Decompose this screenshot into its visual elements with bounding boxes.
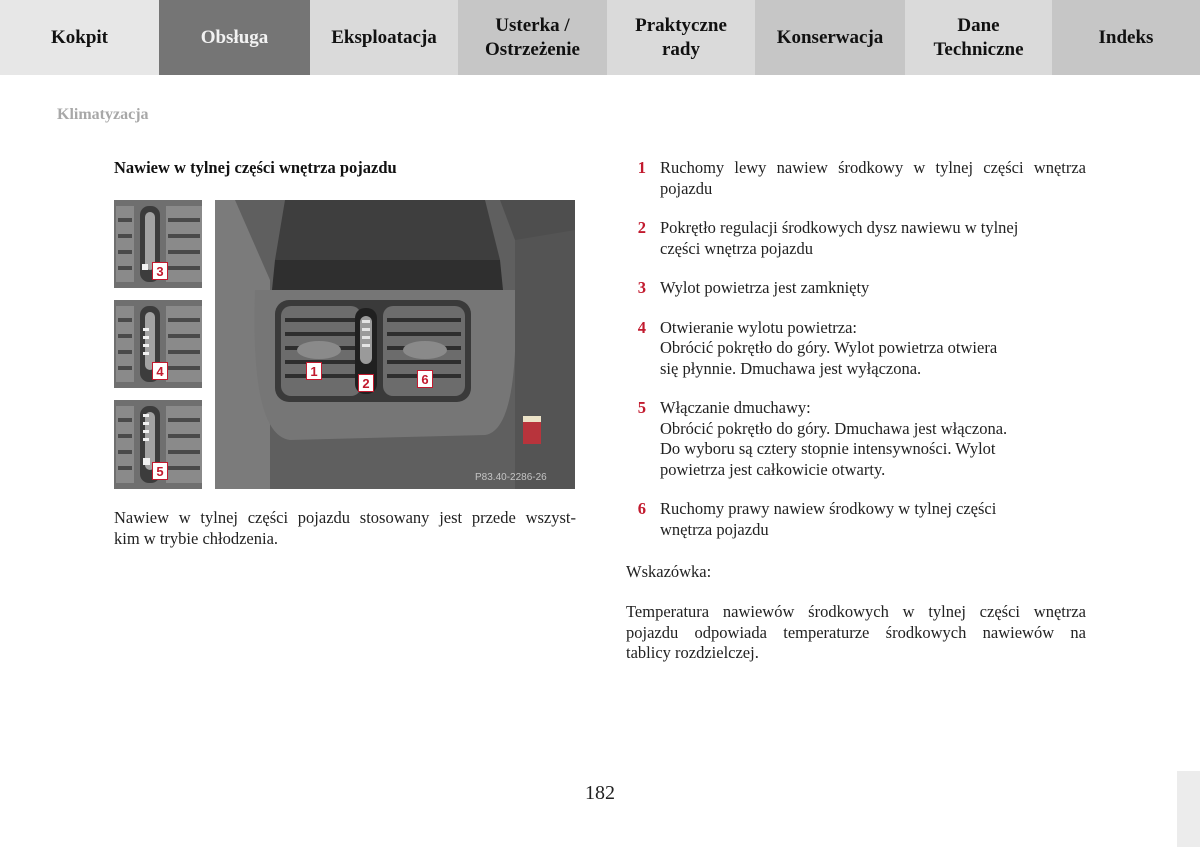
- tab-label: Kokpit: [50, 26, 109, 48]
- callout-6: 6: [421, 372, 429, 387]
- legend-item: [626, 318, 1086, 380]
- legend-line: powietrza jest całkowicie otwarty.: [660, 459, 886, 479]
- legend-line: Wylot powietrza jest zamknięty: [660, 278, 870, 297]
- callout-2-box: [358, 374, 374, 392]
- tab-usterka-ostrzezenie[interactable]: [458, 0, 607, 75]
- section-label: Klimatyzacja: [57, 106, 149, 123]
- tab-praktyczne-rady[interactable]: [607, 0, 755, 75]
- legend-number: 2: [637, 218, 646, 237]
- legend-item: [626, 499, 1086, 540]
- legend-line: Obrócić pokrętło do góry. Dmuchawa jest włączona.: [660, 418, 1008, 438]
- legend-number: 4: [637, 317, 646, 337]
- tab-label: Techniczne: [933, 38, 1024, 60]
- tab-kokpit[interactable]: [0, 0, 159, 75]
- tab-dane-techniczne[interactable]: [905, 0, 1052, 75]
- legend-line: Do wyboru są cztery stopnie intensywności. Wylot: [660, 439, 996, 458]
- note-line: Temperatura nawiewów środkowych w tylnej części wnętrza: [626, 602, 1086, 621]
- legend-item: [626, 218, 1086, 259]
- section-heading: Nawiew w tylnej części wnętrza pojazdu: [114, 158, 397, 177]
- legend-item: [626, 398, 1086, 480]
- legend-number: 1: [637, 158, 646, 177]
- legend-number: 6: [637, 499, 646, 518]
- legend-line: Obrócić pokrętło do góry. Wylot powietrza otwiera: [660, 338, 998, 357]
- tab-label: Usterka /: [495, 14, 570, 36]
- legend-line: Pokrętło regulacji środkowych dysz nawiewu w tylnej: [660, 218, 1019, 237]
- legend-line: wnętrza pojazdu: [660, 519, 769, 539]
- callout-4-box: [152, 362, 168, 380]
- tab-label: Ostrzeżenie: [485, 38, 580, 60]
- note-line: pojazdu odpowiada temperaturze środkowych nawiewów na: [626, 622, 1086, 642]
- thumbnail-vent-opening: [114, 300, 202, 388]
- callout-2: 2: [362, 376, 370, 391]
- callout-6-box: [417, 370, 433, 388]
- thumbnail-fan-on: [114, 400, 202, 489]
- note-label: Wskazówka:: [626, 562, 712, 581]
- intro-paragraph: [114, 507, 576, 549]
- page-number: 182: [585, 782, 615, 804]
- callout-3-box: [152, 262, 168, 280]
- tab-label: Dane: [957, 14, 1000, 36]
- callout-1: 1: [310, 364, 318, 379]
- legend-line: Włączanie dmuchawy:: [660, 398, 811, 417]
- tab-label: Konserwacja: [776, 26, 884, 48]
- rear-console-photo: [215, 200, 575, 489]
- tab-label: Praktyczne: [635, 14, 727, 36]
- tab-label: Eksploatacja: [331, 26, 437, 48]
- tab-eksploatacja[interactable]: [310, 0, 458, 75]
- legend-line: Ruchomy prawy nawiew środkowy w tylnej części: [660, 499, 997, 518]
- legend-line: Otwieranie wylotu powietrza:: [660, 317, 858, 337]
- thumbnail-vent-closed: [114, 200, 202, 288]
- callout-5: 5: [156, 464, 164, 479]
- chapter-tab-bar: [0, 0, 1200, 75]
- tab-obsluga[interactable]: [159, 0, 310, 75]
- tab-label: rady: [662, 38, 700, 60]
- tab-indeks[interactable]: [1052, 0, 1200, 75]
- note-text: [626, 602, 1086, 664]
- legend-item: [626, 278, 1086, 299]
- paragraph-line: kim w trybie chłodzenia.: [114, 529, 279, 548]
- legend-list: [626, 158, 1086, 559]
- side-thumb-tab: [1177, 771, 1200, 847]
- tab-label: Indeks: [1098, 26, 1154, 48]
- legend-number: 3: [637, 278, 646, 297]
- note-line: tablicy rozdzielczej.: [626, 643, 759, 662]
- callout-3: 3: [156, 264, 164, 279]
- callout-4: 4: [156, 364, 164, 379]
- callout-1-box: [306, 362, 322, 380]
- legend-line: części wnętrza pojazdu: [660, 238, 813, 258]
- rear-vent-figure: [114, 200, 575, 489]
- legend-line: pojazdu: [660, 178, 713, 198]
- legend-number: 5: [637, 398, 646, 417]
- tab-label: Obsługa: [200, 26, 269, 48]
- tab-konserwacja[interactable]: [755, 0, 905, 75]
- legend-item: [626, 158, 1086, 199]
- figure-code: P83.40-2286-26: [475, 472, 547, 483]
- legend-line: Ruchomy lewy nawiew środkowy w tylnej części wnętrza: [660, 158, 1086, 177]
- legend-line: się płynnie. Dmuchawa jest wyłączona.: [660, 358, 922, 378]
- callout-5-box: [152, 462, 168, 480]
- paragraph-line: Nawiew w tylnej części pojazdu stosowany jest przede wszyst-: [114, 508, 576, 527]
